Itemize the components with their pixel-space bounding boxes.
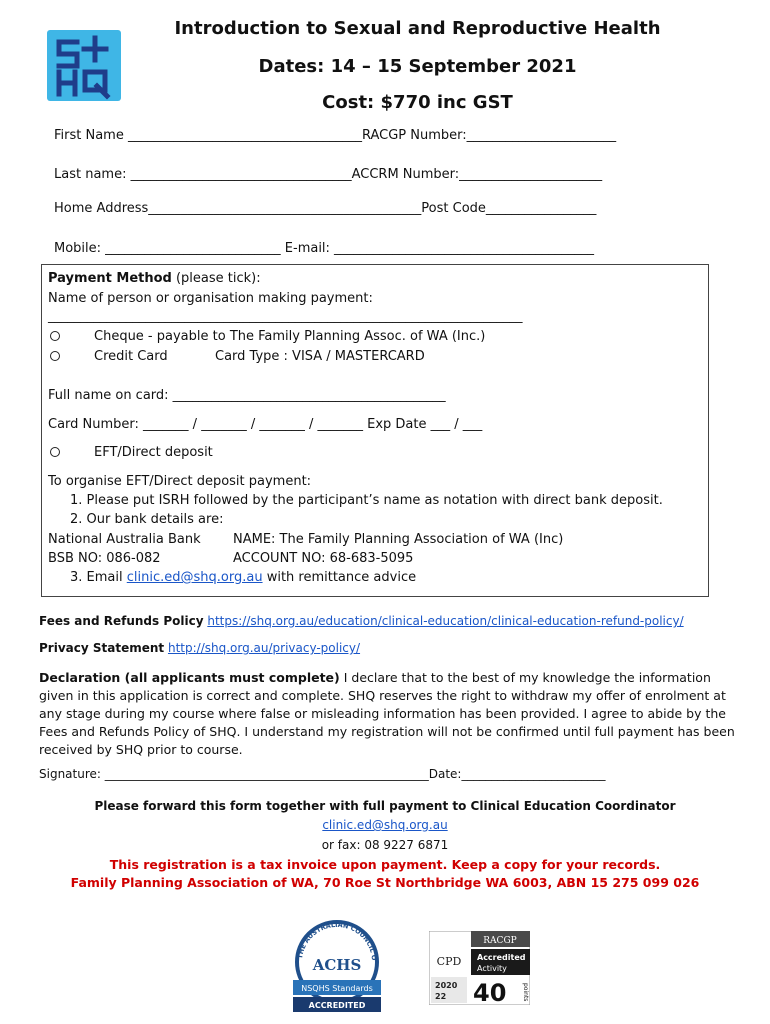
svg-text:THE AUSTRALIAN COUNCIL ON HEAL: THE AUSTRALIAN COUNCIL O [296,920,379,961]
credit-card-radio[interactable] [50,351,60,361]
eft-intro: To organise EFT/Direct deposit payment: [48,474,312,489]
bsb-number: BSB NO: 086-082 [48,551,161,566]
eft-step-2: 2. Our bank details are: [70,512,224,527]
fees-policy: Fees and Refunds Policy https://shq.org.au/education/clinical-education/clinical-education-refund-policy/ [39,614,684,628]
forward-instruction: Please forward this form together with full payment to Clinical Education Coordinator [94,799,676,813]
tax-invoice-note: This registration is a tax invoice upon payment. Keep a copy for your records. [109,857,661,872]
svg-text:NSQHS Standards: NSQHS Standards [301,984,373,993]
declaration: Declaration (all applicants must complete) I declare that to the best of my knowledge the information given in this application is correct and complete. SHQ reserves the right to withdraw my offer of enrolment at any stage during my course where false or misleading information has been provided. I agree to abide by the Fees and Refunds Policy of SHQ. I understand my registration will not be confirmed until full payment has been received by SHQ prior to course. [39,670,735,757]
course-dates: Dates: 14 – 15 September 2021 [258,56,577,77]
svg-text:Activity: Activity [477,964,507,973]
payment-method-box [41,264,709,597]
cheque-label: Cheque - payable to The Family Planning Assoc. of WA (Inc.) [94,329,486,344]
course-title: Introduction to Sexual and Reproductive Health [174,18,661,39]
eft-step-1: 1. Please put ISRH followed by the participant’s name as notation with direct bank deposit. [70,493,663,508]
payer-line[interactable]: _________________________________________________________________________ [48,309,523,324]
svg-text:40: 40 [473,979,507,1005]
card-number-field[interactable]: Card Number: _______ / _______ / _______ / _______ Exp Date ___ / ___ [48,417,483,432]
cheque-radio[interactable] [50,331,60,341]
bank-name: National Australia Bank [48,532,201,547]
account-name: NAME: The Family Planning Association of WA (Inc) [233,532,564,547]
fees-policy-link[interactable]: https://shq.org.au/education/clinical-education/clinical-education-refund-policy/ [207,614,684,628]
last-name-accrm-field[interactable]: Last name: __________________________________ACCRM Number:______________________ [54,167,603,182]
card-full-name-field[interactable]: Full name on card: __________________________________________ [48,388,446,403]
svg-text:Accredited: Accredited [477,953,526,962]
privacy-policy-link[interactable]: http://shq.org.au/privacy-policy/ [167,641,361,655]
card-type-label: Card Type : VISA / MASTERCARD [215,349,425,364]
address-postcode-field[interactable]: Home Address__________________________________________Post Code_________________ [54,201,597,216]
eft-radio[interactable] [50,447,60,457]
payer-label: Name of person or organisation making payment: [48,291,373,306]
fax-number: or fax: 08 9227 6871 [321,838,449,852]
svg-text:RACGP: RACGP [483,936,517,946]
eft-step-3: 3. Email clinic.ed@shq.org.au with remittance advice [70,570,417,585]
footer-email-row [0,818,770,832]
coordinator-email-link[interactable]: clinic.ed@shq.org.au [322,818,448,832]
svg-text:CPD: CPD [436,955,462,968]
svg-text:points: points [522,983,529,1002]
svg-text:22: 22 [435,992,447,1001]
racgp-cpd-badge [429,931,530,1005]
mobile-email-field[interactable]: Mobile: ___________________________ E-mail: ________________________________________ [54,241,595,256]
course-cost: Cost: $770 inc GST [322,92,513,113]
achs-accredited-badge [290,918,384,1014]
svg-text:ACHS: ACHS [312,956,362,974]
remittance-email-link[interactable]: clinic.ed@shq.org.au [126,570,263,585]
svg-text:2020: 2020 [435,981,458,990]
eft-label: EFT/Direct deposit [94,445,213,460]
signature-date-field[interactable]: Signature: ______________________________________________________Date:________________________ [39,767,606,781]
svg-text:ACCREDITED: ACCREDITED [308,1001,366,1010]
account-number: ACCOUNT NO: 68-683-5095 [233,551,414,566]
first-name-racgp-field[interactable]: First Name ____________________________________RACGP Number:_______________________ [54,128,617,143]
payment-heading: Payment Method (please tick): [48,271,261,286]
organisation-address: Family Planning Association of WA, 70 Roe St Northbridge WA 6003, ABN 15 275 099 026 [70,875,700,890]
credit-card-label: Credit Card [94,349,168,364]
privacy-statement: Privacy Statement http://shq.org.au/privacy-policy/ [39,641,361,655]
